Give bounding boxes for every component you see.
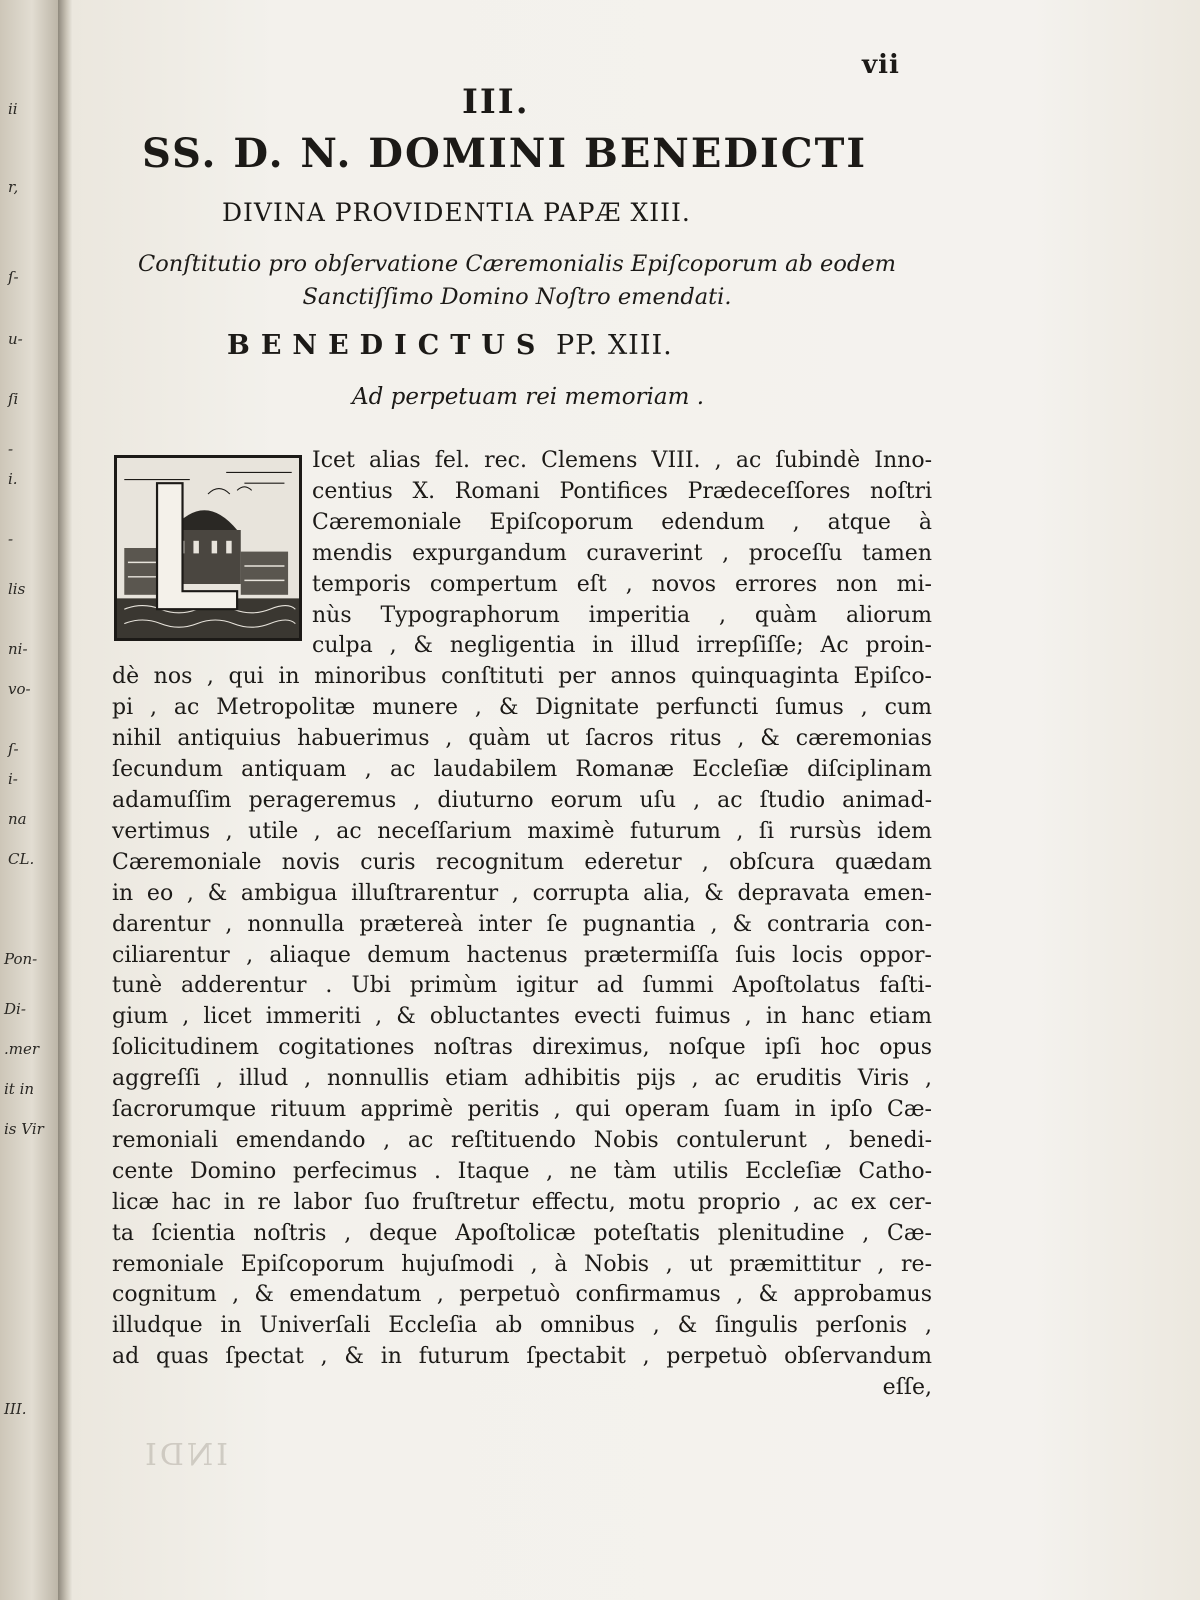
- body-line: adamuſſim perageremus , diuturno eorum uſu , ac ſtudio animad-: [112, 787, 932, 813]
- facing-page-fragment: III.: [4, 1400, 27, 1418]
- body-line: ſolicitudinem cogitationes noſtras direximus, noſque ipſi hoc opus: [112, 1035, 932, 1061]
- body-line: temporis compertum eſt , novos errores non mi-: [312, 571, 932, 597]
- facing-page-fragment: ſ-: [8, 740, 19, 758]
- facing-page-fragment: is Vir: [4, 1120, 44, 1138]
- facing-page-fragment: r,: [8, 178, 19, 196]
- constitutio-line: Sanctiſſimo Domino Noſtro emendati.: [302, 284, 732, 310]
- body-line: cognitum , & emendatum , perpetuò confirmamus , & approbamus: [112, 1282, 932, 1308]
- body-line: ſacrorumque rituum apprimè peritis , qui operam ſuam in ipſo Cæ-: [112, 1097, 932, 1123]
- body-line: cente Domino perfecimus . Itaque , ne tàm utilis Eccleſiæ Catho-: [112, 1158, 932, 1184]
- body-line: Icet alias fel. rec. Clemens VIII. , ac ſubindè Inno-: [312, 448, 932, 473]
- body-line: vertimus , utile , ac neceſſarium maximè futurum , ſi rursùs idem: [112, 818, 932, 844]
- facing-page-fragment: it in: [4, 1080, 35, 1098]
- facing-page-fragment: .mer: [4, 1040, 40, 1058]
- book-page: [72, 0, 1200, 1600]
- pope-heading: [227, 330, 673, 361]
- constitutio-line: Conſtitutio pro obſervatione Cæremonialis Epiſcoporum ab eodem: [138, 251, 896, 277]
- sub-title: DIVINA PROVIDENTIA PAPÆ XIII.: [222, 198, 691, 227]
- facing-page-fragment: i-: [8, 770, 18, 788]
- body-line: tunè adderentur . Ubi primùm igitur ad ſummi Apoſtolatus faſti-: [112, 973, 932, 999]
- catchword: eſſe,: [882, 1375, 932, 1401]
- facing-page-fragment: lis: [8, 580, 26, 598]
- facing-page-fragment: -: [8, 530, 14, 548]
- facing-page-fragment: ni-: [8, 640, 28, 658]
- body-line: licæ hac in re labor ſuo fruſtretur effectu, motu proprio , ac ex cer-: [112, 1189, 932, 1215]
- facing-page-fragment: vo-: [8, 680, 31, 698]
- facing-page-fragment: ſ-: [8, 268, 19, 286]
- facing-page-fragment: Pon-: [4, 950, 38, 968]
- facing-page-fragment: na: [8, 810, 27, 828]
- page-number: vii: [862, 50, 900, 80]
- facing-page-edge: [0, 0, 58, 1600]
- body-line: dè nos , qui in minoribus conſtituti per annos quinquaginta Epiſco-: [112, 664, 932, 690]
- body-line: ad quas ſpectat , & in futurum ſpectabit , perpetuò obſervandum: [112, 1344, 932, 1370]
- body-line: nùs Typographorum imperitia , quàm aliorum: [312, 602, 932, 628]
- pope-name: BENEDICTUS: [227, 330, 547, 361]
- bleed-through-text: INDI: [142, 1438, 229, 1473]
- body-line: illudque in Univerſali Eccleſia ab omnibus , & ſingulis perſonis ,: [112, 1313, 932, 1339]
- body-text: [112, 446, 932, 1404]
- main-title: SS. D. N. DOMINI BENEDICTI: [142, 130, 868, 177]
- pope-suffix: PP. XIII.: [555, 330, 673, 361]
- body-line: gium , licet immeriti , & obluctantes evecti fuimus , in hanc etiam: [112, 1004, 932, 1030]
- facing-page-fragment: CL.: [8, 850, 35, 868]
- body-line: ta ſcientia noſtris , deque Apoſtolicæ poteſtatis plenitudine , Cæ-: [112, 1220, 932, 1246]
- body-line: culpa , & negligentia in illud irrepſiſſe; Ac proin-: [312, 633, 932, 659]
- constitutio-heading: [132, 248, 902, 314]
- body-line: darentur , nonnulla prætereà inter ſe pugnantia , & contraria con-: [112, 911, 932, 937]
- section-ordinal: III.: [462, 82, 530, 122]
- facing-page-fragment: i.: [8, 470, 18, 488]
- body-line: centius X. Romani Pontifices Prædeceſſores noſtri: [312, 478, 932, 504]
- body-line: nihil antiquius habuerimus , quàm ut ſacros ritus , & cæremonias: [112, 726, 932, 752]
- body-line: aggreſſi , illud , nonnullis etiam adhibitis pijs , ac eruditis Viris ,: [112, 1066, 932, 1092]
- body-line: remoniale Epiſcoporum hujuſmodi , à Nobis , ut præmittitur , re-: [112, 1251, 932, 1277]
- body-line: Cæremoniale Epiſcoporum edendum , atque à: [312, 509, 932, 535]
- facing-page-fragment: ii: [8, 100, 18, 118]
- facing-page-fragment: u-: [8, 330, 23, 348]
- facing-page-fragment: -: [8, 440, 14, 458]
- body-line: remoniali emendando , ac reſtituendo Nobis contulerunt , benedi-: [112, 1127, 932, 1153]
- body-line: Cæremoniale novis curis recognitum ederetur , obſcura quædam: [112, 849, 932, 875]
- facing-page-fragment: ſi: [8, 390, 19, 408]
- body-line: ciliarentur , aliaque demum hactenus prætermiſſa ſuis locis oppor-: [112, 942, 932, 968]
- body-line: pi , ac Metropolitæ munere , & Dignitate perfuncti ſumus , cum: [112, 695, 932, 721]
- body-line: in eo , & ambigua illuſtrarentur , corrupta alia, & depravata emen-: [112, 880, 932, 906]
- body-line: mendis expurgandum curaverint , proceſſu tamen: [312, 540, 932, 566]
- book-gutter: [58, 0, 72, 1600]
- memoriam-line: Ad perpetuam rei memoriam .: [352, 384, 705, 410]
- facing-page-fragment: Di-: [4, 1000, 26, 1018]
- body-line: ſecundum antiquam , ac laudabilem Romanæ Eccleſiæ diſciplinam: [112, 757, 932, 783]
